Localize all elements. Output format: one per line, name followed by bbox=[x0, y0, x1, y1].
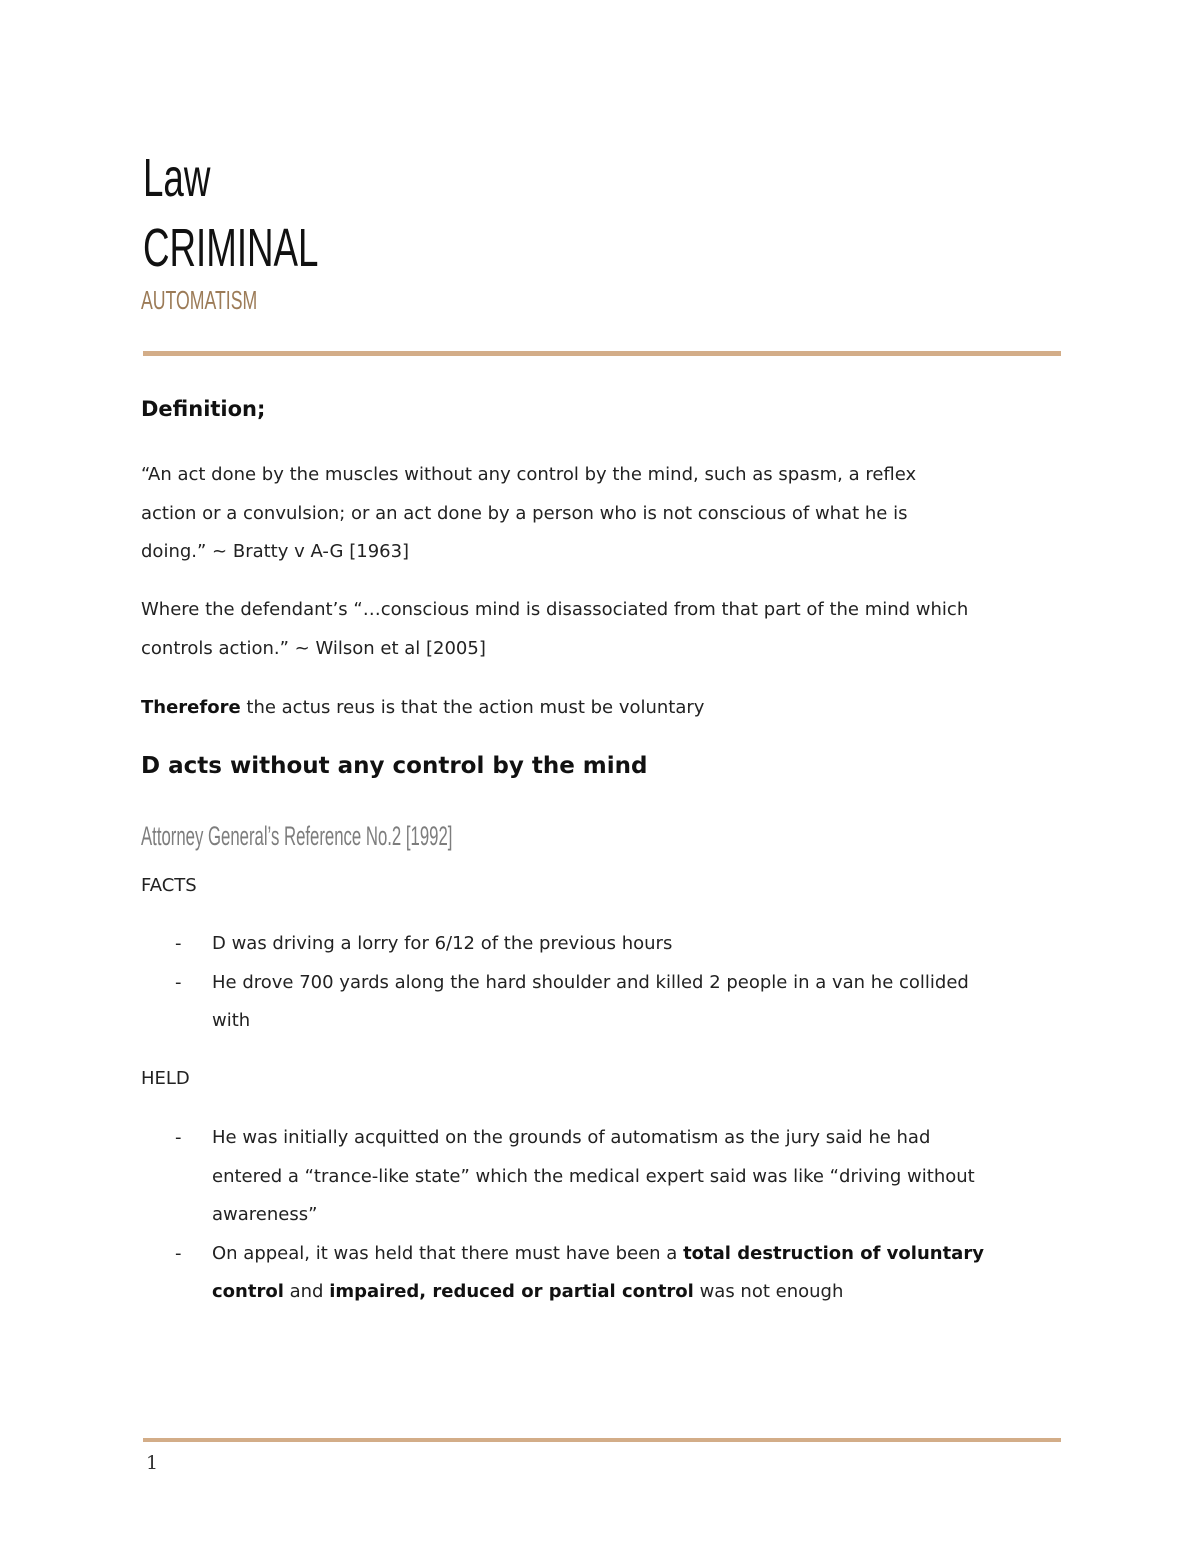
case-title: Attorney General’s Reference No.2 [1992] bbox=[141, 821, 453, 851]
page-number: 1 bbox=[146, 1452, 159, 1474]
header-divider bbox=[143, 351, 1061, 356]
document-topic: AUTOMATISM bbox=[141, 285, 258, 315]
held-list bbox=[141, 1119, 984, 1312]
list-item: - D was driving a lorry for 6/12 of the previous hours bbox=[141, 925, 969, 964]
therefore-paragraph bbox=[141, 689, 704, 728]
wilson-line: Where the defendant’s “…conscious mind is disassociated from that part of the mind which bbox=[141, 599, 969, 620]
bold-emphasis: total destruction of voluntary bbox=[683, 1242, 984, 1264]
bullet-marker: - bbox=[175, 933, 182, 954]
definition-heading: Definition; bbox=[141, 397, 266, 421]
quote-line: action or a convulsion; or an act done by a person who is not conscious of what he is bbox=[141, 502, 908, 524]
bold-emphasis: control bbox=[212, 1281, 284, 1302]
document-subtitle: CRIMINAL bbox=[143, 218, 319, 278]
quote-line: “An act done by the muscles without any control by the mind, such as spasm, a reflex bbox=[141, 464, 917, 485]
document-title: Law bbox=[143, 148, 211, 208]
wilson-line: controls action.” ~ Wilson et al [2005] bbox=[141, 637, 486, 659]
bold-emphasis: impaired, reduced or partial control bbox=[329, 1281, 694, 1302]
bullet-marker: - bbox=[175, 1242, 182, 1264]
list-item: - On appeal, it was held that there must have been a total destruction of voluntary control and impaired, reduced or partial control was not enough bbox=[141, 1235, 984, 1312]
list-item: - He was initially acquitted on the grounds of automatism as the jury said he had entered a “trance-like state” which the medical expert said was like “driving without awareness” bbox=[141, 1119, 984, 1235]
bullet-marker: - bbox=[175, 1127, 182, 1148]
quote-line: doing.” ~ Bratty v A-G [1963] bbox=[141, 541, 410, 562]
definition-quote bbox=[141, 456, 916, 572]
bullet-marker: - bbox=[175, 971, 182, 993]
therefore-text: the actus reus is that the action must be voluntary bbox=[240, 697, 705, 718]
wilson-paragraph bbox=[141, 591, 968, 668]
facts-list bbox=[141, 925, 969, 1041]
held-label: HELD bbox=[141, 1068, 190, 1089]
footer-divider bbox=[143, 1438, 1061, 1442]
facts-label: FACTS bbox=[141, 875, 197, 896]
section-heading: D acts without any control by the mind bbox=[141, 753, 648, 779]
therefore-bold: Therefore bbox=[141, 697, 241, 718]
list-item: - He drove 700 yards along the hard shoulder and killed 2 people in a van he collided with bbox=[141, 964, 969, 1041]
